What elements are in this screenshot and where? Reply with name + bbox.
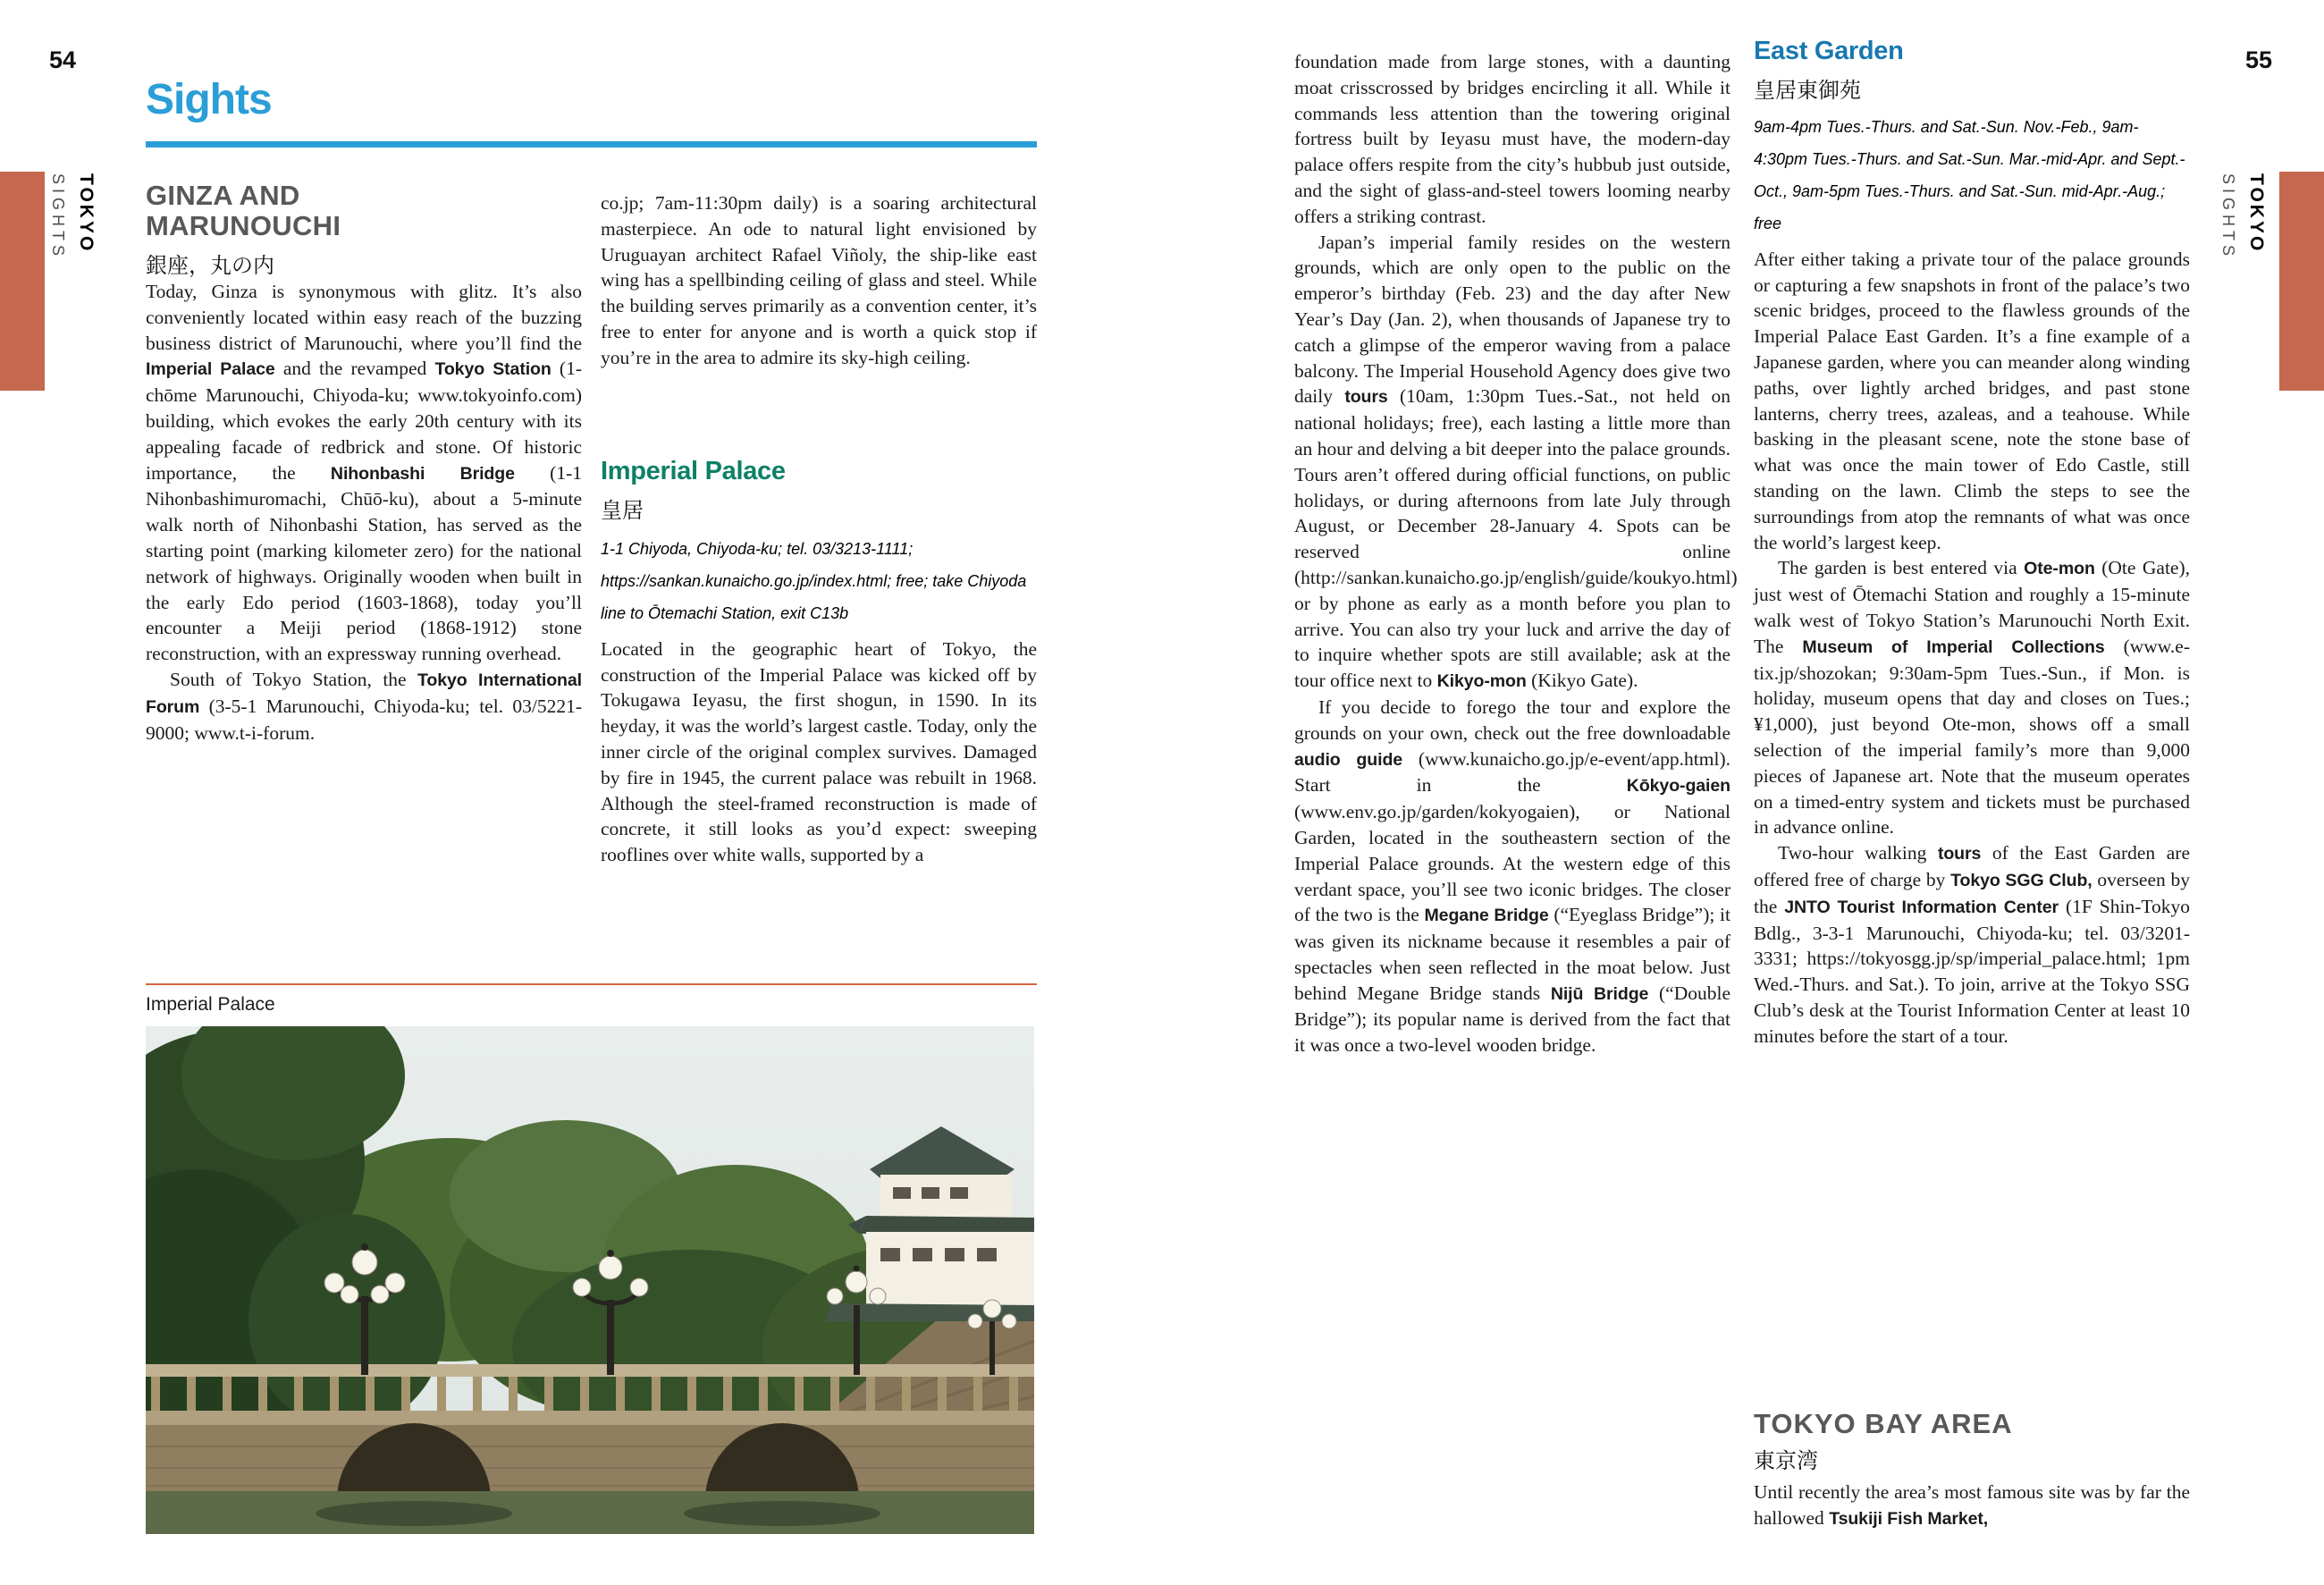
photo-divider-rule <box>146 983 1037 985</box>
paragraph: foundation made from large stones, with a daunting moat crisscrossed by bridges encircling it all. While it commands less attention than the towering original fortress built by Ieyasu must have, the modern-day palace offers respite from the city’s hubbub just outside, and the sight of glass-and-steel towers looming nearby offers a striking contrast. <box>1294 51 1730 227</box>
edge-tab-right-chapter: SIGHTS <box>2219 173 2237 261</box>
paragraph: co.jp; 7am-11:30pm daily) is a soaring architectural masterpiece. An ode to natural light envisioned by Uruguayan architect Rafael Viñoly, the ship-like east wing has a spellbinding ceiling of glass and steel. While the building serves primarily as a convention center, it’s free to enter for anyone and is worth a quick stop if you’re in the area to admire its sky-high ceiling. <box>601 192 1037 368</box>
section-heading-japanese: 東京湾 <box>1754 1449 1818 1473</box>
listing-info: 9am-4pm Tues.-Thurs. and Sat.-Sun. Nov.-Feb., 9am-4:30pm Tues.-Thurs. and Sat.-Sun. Mar.-mid-Apr. and Sept.-Oct., 9am-5pm Tues.-Thurs. and Sat.-Sun. mid-Apr.-Aug.; free <box>1754 117 2185 232</box>
paragraph: After either taking a private tour of the palace grounds or capturing a few snapshots in front of the palace’s two scenic bridges, proceed to the flawless grounds of the Imperial Palace East Garden. It’s a fine example of a Japanese garden, where you can meander along winding paths, over lightly arched bridges, and past stone lanterns, cherry trees, azaleas, and a teahouse. While basking in the pleasant scene, note the stone base of what was once the main tower of Edo Castle, still standing on the lawn. Climb the steps to see the surroundings from atop the remnants of what was once the world’s largest keep. <box>1754 248 2190 553</box>
tokyo-bay-subsection <box>1754 1409 2190 1532</box>
subsection-body <box>1754 247 2190 1050</box>
edge-tab-right <box>2279 172 2324 391</box>
section-heading-line2: MARUNOUCHI <box>146 210 341 241</box>
paragraph: Two-hour walking tours of the East Garden are offered free of charge by Tokyo SGG Club, overseen by the JNTO Tourist Information Center (1F Shin-Tokyo Bdlg., 3-3-1 Marunouchi, Chiyoda-ku; tel. 03/3201-3331; https://tokyosgg.jp/sp/imperial_palace.html; 1pm Wed.-Thurs. and Sat.). To join, arrive at the Tokyo SSG Club’s desk at the Tourist Information Center at least 10 minutes before the start of a tour. <box>1754 842 2191 1047</box>
subsection-body <box>601 637 1037 868</box>
subsection-japanese: 皇居 <box>601 498 644 523</box>
paragraph: If you decide to forego the tour and explore the grounds on your own, check out the free downloadable audio guide (www.kunaicho.go.jp/e-event/app.html). Start in the Kōkyo-gaien (www.env.go.jp/garden/kokyogaien), or National Garden, located in the southeastern section of the Imperial Palace grounds. At the western edge of this verdant space, you’ll see two iconic bridges. The closer of the two is the Megane Bridge (“Eyeglass Bridge”); it was given its nickname because it resembles a pair of spectacles when seen reflected in the moat below. Just behind Megane Bridge stands Nijū Bridge (“Double Bridge”); its popular name is derived from the fact that it was once a two-level wooden bridge. <box>1294 696 1731 1057</box>
edge-tab-left-chapter: SIGHTS <box>49 173 67 261</box>
edge-tab-right-book: TOKYO <box>2246 173 2267 254</box>
subsection-japanese: 皇居東御苑 <box>1754 78 1861 103</box>
listing-info: 1-1 Chiyoda, Chiyoda-ku; tel. 03/3213-1111; https://sankan.kunaicho.go.jp/index.html; free; take Chiyoda line to Ōtemachi Station, exit C13b <box>601 539 1027 622</box>
photo-caption: Imperial Palace <box>146 994 275 1015</box>
subsection-heading-imperial-palace: Imperial Palace <box>601 457 786 485</box>
title-rule <box>146 141 1037 148</box>
east-garden-subsection <box>1754 38 2190 1050</box>
right-col1-body <box>1294 49 1738 1058</box>
section-heading-ginza <box>146 181 582 279</box>
paragraph: Until recently the area’s most famous site was by far the hallowed Tsukiji Fish Market, <box>1754 1481 2190 1529</box>
page-title: Sights <box>146 76 272 123</box>
imperial-palace-subsection <box>601 458 1037 868</box>
paragraph: Japan’s imperial family resides on the western grounds, which are only open to the public on the emperor’s birthday (Feb. 23) and the day after New Year’s Day (Jan. 2), when thousands of Japanese try to catch a glimpse of the emperor waving from a palace balcony. The Imperial Household Agency does give two daily tours (10am, 1:30pm Tues.-Sat., not held on national holidays; free), each lasting a little more than an hour and delving a bit deeper into the palace grounds. Tours aren’t offered during official functions, on public holidays, or during afternoons from late July through August, or December 28-January 4. Spots can be reserved online (http://sankan.kunaicho.go.jp/english/guide/koukyo.html) or by phone as early as a month before you plan to arrive. You can also try your luck and arrive the day of to inquire whether spots are still available; ask at the tour office next to Kikyo-mon (Kikyo Gate). <box>1294 231 1738 692</box>
paragraph: Today, Ginza is synonymous with glitz. It’s also conveniently located within easy reach of the buzzing business district of Marunouchi, where you’ll find the Imperial Palace and the revamped Tokyo Station (1-chōme Marunouchi, Chiyoda-ku; www.tokyoinfo.com) building, which evokes the early 20th century with its appealing facade of redbrick and stone. Of historic importance, the Nihonbashi Bridge (1-1 Nihonbashimuromachi, Chūō-ku), about a 5-minute walk north of Nihonbashi Station, has served as the starting point (marking kilometer zero) for the national network of highways. Originally wooden when built in the early Edo period (1603-1868), today you’ll encounter a Meiji period (1868-1912) stone reconstruction, with an expressway running overhead. <box>146 281 582 665</box>
left-col1-body <box>146 279 582 746</box>
section-heading-line1: GINZA AND <box>146 180 300 211</box>
page-number-right: 55 <box>2245 46 2273 73</box>
paragraph: South of Tokyo Station, the Tokyo International Forum (3-5-1 Marunouchi, Chiyoda-ku; tel. 03/5221-9000; www.t-i-forum. <box>146 668 582 744</box>
section-heading-japanese: 銀座，丸の内 <box>146 254 274 278</box>
subsection-body <box>1754 1480 2190 1532</box>
paragraph: Located in the geographic heart of Tokyo, the construction of the Imperial Palace was kicked off by Tokugawa Ieyasu, the first shogun, in 1590. In its heyday, it was the world’s largest castle. Today, only the inner circle of the original complex survives. Damaged by fire in 1945, the current palace was rebuilt in 1968. Although the steel-framed reconstruction is made of concrete, it still looks as you’d expect: sweeping rooflines over white walls, supported by a <box>601 637 1037 866</box>
edge-tab-left <box>0 172 45 391</box>
edge-tab-left-book: TOKYO <box>76 173 97 254</box>
imperial-palace-photo <box>146 1026 1034 1534</box>
section-heading-tokyo-bay: TOKYO BAY AREA <box>1754 1408 2013 1439</box>
page-number-left: 54 <box>49 46 77 73</box>
paragraph: The garden is best entered via Ote-mon (Ote Gate), just west of Ōtemachi Station and roughly a 15-minute walk west of Tokyo Station’s Marunouchi North Exit. The Museum of Imperial Collections (www.e-tix.jp/shozokan; 9:30am-5pm Tues.-Sun., if Mon. is holiday, museum opens that day and closes on Tues.; ¥1,000), just beyond Ote-mon, shows off a small selection of the imperial family’s more than 9,000 pieces of Japanese art. Note that the museum operates on a timed-entry system and tickets must be purchased in advance online. <box>1754 557 2191 839</box>
subsection-heading-east-garden: East Garden <box>1754 37 1904 65</box>
moat-water <box>146 1491 1034 1534</box>
left-col2-body <box>601 190 1037 371</box>
